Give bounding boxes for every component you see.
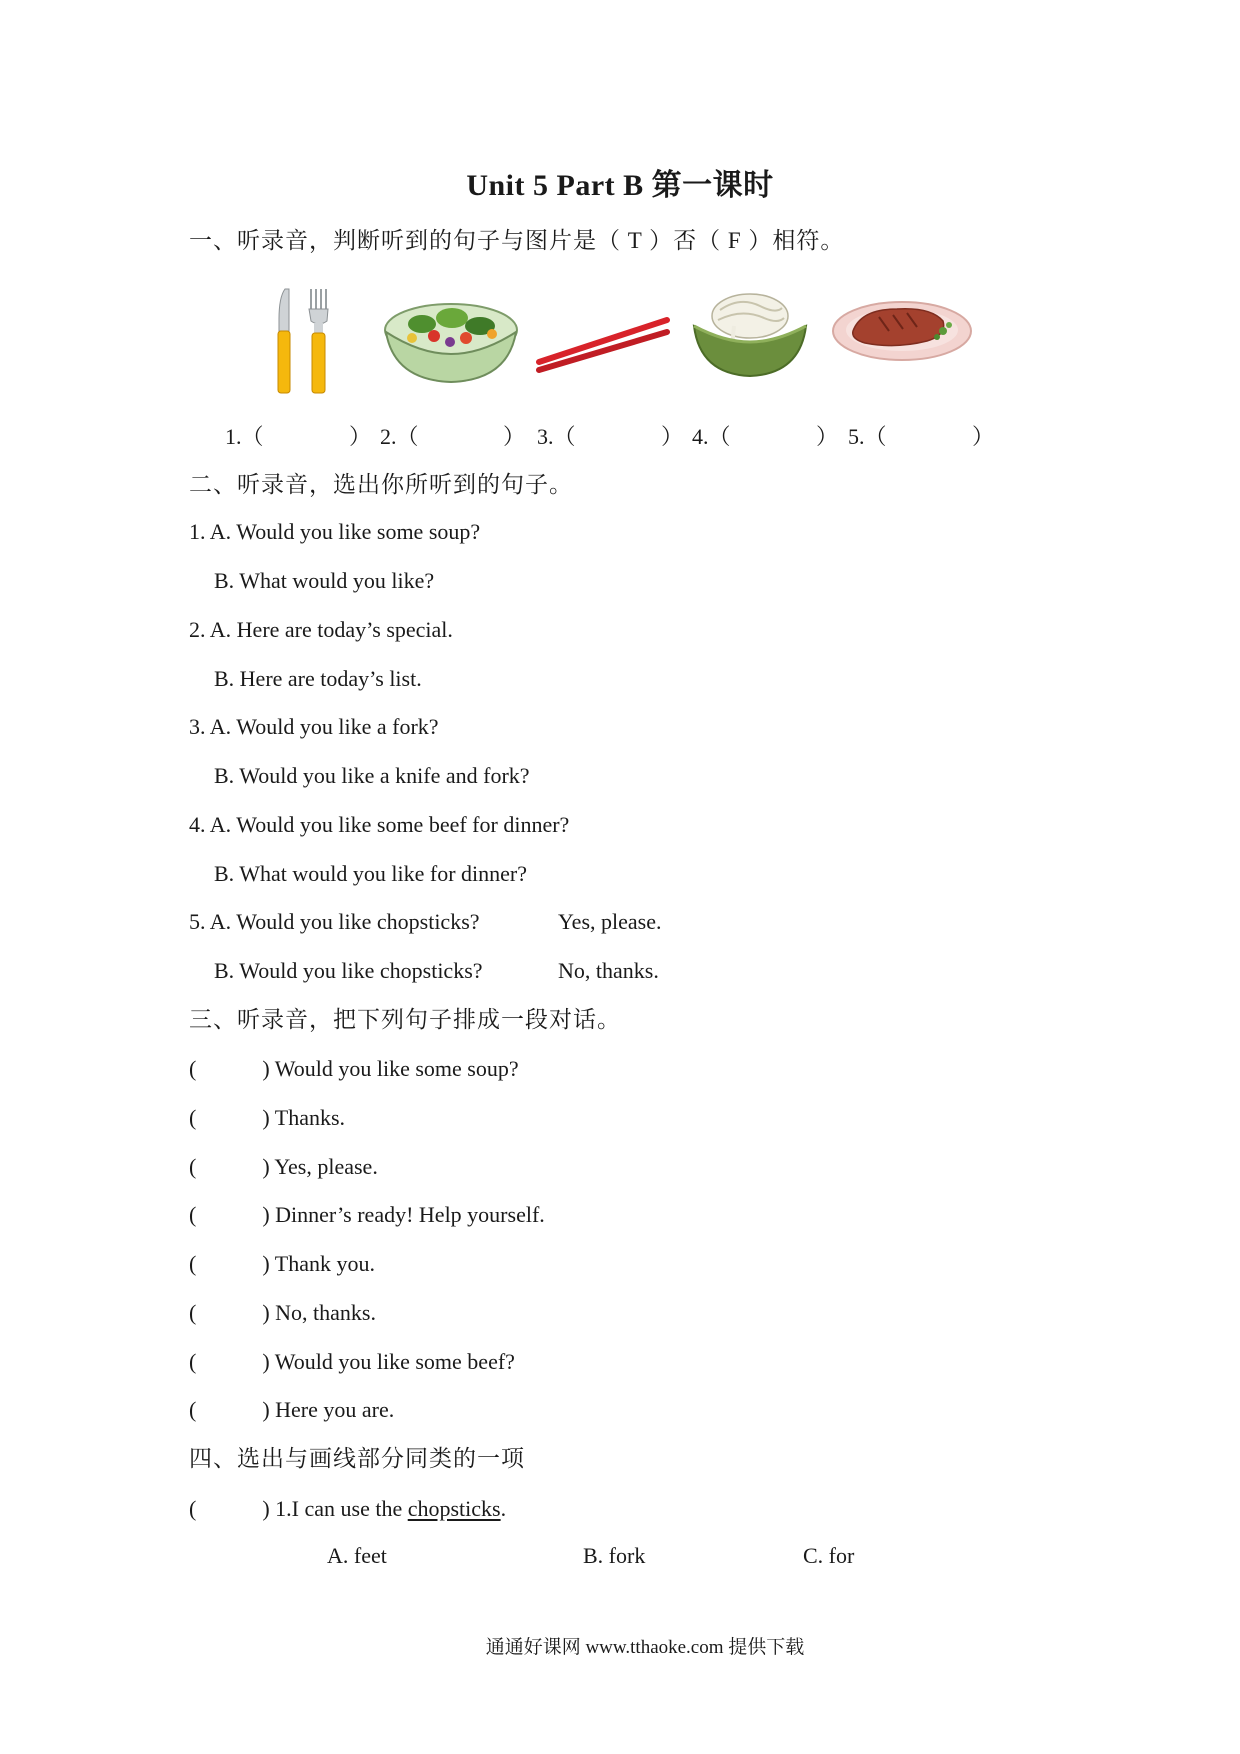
item-1-close: ）: [349, 424, 372, 449]
q3-option-a: 3. A. Would you like a fork?: [189, 714, 439, 739]
section3-heading: 三、听录音，把下列句子排成一段对话。: [189, 1007, 621, 1032]
dialogue-text: ) Thank you.: [262, 1251, 375, 1276]
item-3-open: 3.（: [537, 424, 576, 449]
item-2-close: ）: [503, 424, 526, 449]
q2-option-b: B. Here are today’s list.: [214, 666, 422, 691]
question-text: ) 1.I can use the: [262, 1496, 408, 1521]
q4-option-b: B. What would you like for dinner?: [214, 861, 528, 886]
item-1-open: 1.（: [225, 424, 264, 449]
dialogue-text: ) Would you like some beef?: [262, 1349, 515, 1374]
dialogue-text: ) Dinner’s ready! Help yourself.: [262, 1202, 545, 1227]
open-paren: (: [189, 1397, 197, 1422]
section1-heading: 一、听录音，判断听到的句子与图片是（ T ）否（ F ）相符。: [189, 228, 845, 253]
dialogue-line-6: [189, 1298, 376, 1328]
item-5-close: ）: [972, 424, 995, 449]
q1-option-b: B. What would you like?: [214, 568, 435, 593]
dialogue-line-3: [189, 1152, 378, 1182]
option-b: B. fork: [583, 1543, 646, 1568]
knife-and-fork-icon: [275, 287, 335, 397]
open-paren: (: [189, 1056, 197, 1081]
dialogue-line-5: [189, 1249, 375, 1279]
footer-credit: 通通好课网 www.tthaoke.com 提供下载: [485, 1637, 805, 1658]
dialogue-line-7: [189, 1347, 515, 1377]
item-3-close: ）: [661, 424, 684, 449]
option-a: A. feet: [327, 1543, 387, 1568]
section4-heading: 四、选出与画线部分同类的一项: [189, 1446, 525, 1471]
open-paren: (: [189, 1300, 197, 1325]
q5-option-a-reply: Yes, please.: [558, 909, 662, 934]
dialogue-line-4: [189, 1200, 545, 1230]
item-2-open: 2.（: [380, 424, 419, 449]
section4-question-1: [189, 1494, 506, 1524]
item-5-open: 5.（: [848, 424, 887, 449]
beef-plate-icon: [831, 297, 973, 363]
open-paren: (: [189, 1349, 197, 1374]
dialogue-text: ) No, thanks.: [262, 1300, 376, 1325]
page-title: Unit 5 Part B 第一课时: [466, 169, 774, 202]
open-paren: (: [189, 1202, 197, 1227]
dialogue-line-1: [189, 1054, 519, 1084]
dialogue-line-8: [189, 1395, 394, 1425]
q4-option-a: 4. A. Would you like some beef for dinner?: [189, 812, 570, 837]
noodles-bowl-icon: [690, 286, 810, 386]
option-c: C. for: [803, 1543, 855, 1568]
section2-heading: 二、听录音，选出你所听到的句子。: [189, 472, 573, 497]
q1-option-a: 1. A. Would you like some soup?: [189, 519, 481, 544]
item-4-open: 4.（: [692, 424, 731, 449]
open-paren: (: [189, 1154, 197, 1179]
chopsticks-icon: [535, 312, 671, 374]
q2-option-a: 2. A. Here are today’s special.: [189, 617, 453, 642]
q5-option-a: 5. A. Would you like chopsticks?: [189, 909, 480, 934]
dialogue-text: ) Would you like some soup?: [262, 1056, 519, 1081]
dialogue-text: ) Here you are.: [262, 1397, 395, 1422]
open-paren: (: [189, 1105, 197, 1130]
q3-option-b: B. Would you like a knife and fork?: [214, 763, 530, 788]
question-end: .: [500, 1496, 507, 1521]
underlined-word: chopsticks: [407, 1496, 501, 1521]
item-4-close: ）: [816, 424, 839, 449]
open-paren: (: [189, 1251, 197, 1276]
q5-option-b-reply: No, thanks.: [558, 958, 659, 983]
dialogue-line-2: [189, 1103, 345, 1133]
q5-option-b: B. Would you like chopsticks?: [214, 958, 483, 983]
salad-bowl-icon: [382, 296, 520, 386]
dialogue-text: ) Yes, please.: [262, 1154, 378, 1179]
dialogue-text: ) Thanks.: [262, 1105, 346, 1130]
open-paren: (: [189, 1496, 197, 1521]
